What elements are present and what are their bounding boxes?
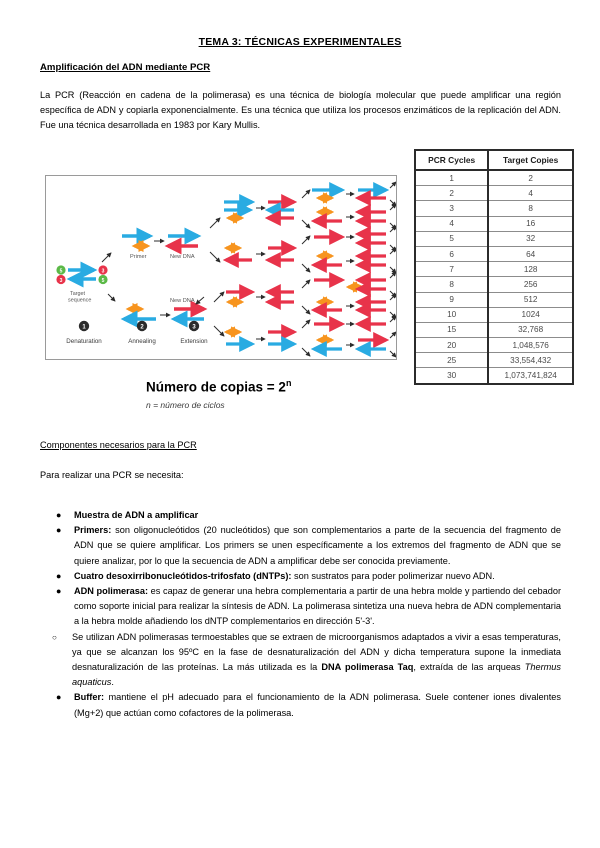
header-pcr-cycles: PCR Cycles xyxy=(415,150,488,170)
table-row xyxy=(415,353,573,368)
cell-target-copies: 512 xyxy=(488,292,573,307)
copies-formula xyxy=(146,378,291,395)
gen3-group xyxy=(312,190,386,349)
svg-text:sequence: sequence xyxy=(68,297,92,304)
table-row xyxy=(415,368,573,384)
pcr-amplification-diagram xyxy=(45,175,397,360)
copies-formula-exponent: n xyxy=(285,378,292,388)
copies-formula-note: n = número de ciclos xyxy=(146,400,225,410)
svg-text:Target: Target xyxy=(70,291,85,297)
cell-pcr-cycles: 10 xyxy=(415,307,488,322)
sub-bullet-text-part3: . xyxy=(111,677,114,688)
bullet-marker-icon: ● xyxy=(56,510,62,520)
table-row xyxy=(415,277,573,292)
bullet-marker-icon: ● xyxy=(56,570,62,581)
bullet-item xyxy=(40,690,561,720)
gen2-group xyxy=(224,202,294,344)
svg-text:2: 2 xyxy=(140,324,144,331)
bullet-item xyxy=(40,569,561,584)
svg-text:3: 3 xyxy=(192,324,196,331)
sub-bullet-species-name: Thermus aquaticus xyxy=(72,662,561,688)
cell-pcr-cycles: 8 xyxy=(415,277,488,292)
sub-bullet-item xyxy=(40,630,561,691)
cell-target-copies: 2 xyxy=(488,170,573,186)
sub-bullet-list xyxy=(40,630,561,691)
cell-pcr-cycles: 7 xyxy=(415,262,488,277)
sub-bullet-text-part2: , extraída de las arqueas xyxy=(413,662,525,673)
table-row xyxy=(415,246,573,261)
copies-formula-text: Número de copias = 2 xyxy=(146,379,286,395)
cell-target-copies: 16 xyxy=(488,216,573,231)
bullet-text: son sustratos para poder polimerizar nuevo ADN. xyxy=(291,570,495,581)
table-row xyxy=(415,170,573,186)
svg-text:Primer: Primer xyxy=(130,254,147,260)
terminal-branch-ticks xyxy=(390,182,396,357)
components-subheading: Componentes necesarios para la PCR xyxy=(40,440,197,450)
cell-pcr-cycles: 2 xyxy=(415,186,488,201)
cell-pcr-cycles: 20 xyxy=(415,338,488,353)
gen1-upper xyxy=(122,236,198,246)
section-heading: Amplificación del ADN mediante PCR xyxy=(40,62,211,73)
cell-pcr-cycles: 5 xyxy=(415,231,488,246)
table-header-row xyxy=(415,150,573,170)
bullet-text: es capaz de generar una hebra complementaria a partir de una hebra molde y partiendo del cebador como soporte inicial para realizar la síntesis de ADN. La polimerasa sintetiza una nueva hebra de ADN complementaria a la hebra molde añadiendo los dNTP complementarios en dirección 5'-3'. xyxy=(74,586,561,627)
cell-target-copies: 32 xyxy=(488,231,573,246)
table-row xyxy=(415,231,573,246)
cell-target-copies: 256 xyxy=(488,277,573,292)
needs-line: Para realizar una PCR se necesita: xyxy=(40,470,184,480)
svg-text:3: 3 xyxy=(101,268,105,275)
bullet-text: mantiene el pH adecuado para el funcionamiento de la ADN polimerasa. Suele contener iones divalentes (Mg+2) que actúan como cofactores de la polimerasa. xyxy=(74,692,561,718)
cell-target-copies: 64 xyxy=(488,246,573,261)
cell-pcr-cycles: 4 xyxy=(415,216,488,231)
cell-pcr-cycles: 3 xyxy=(415,201,488,216)
table-row xyxy=(415,201,573,216)
bullet-term: ADN polimerasa: xyxy=(74,586,149,597)
table-row xyxy=(415,322,573,337)
bullet-term: Primers: xyxy=(74,525,112,536)
bullet-marker-icon: ● xyxy=(56,525,62,536)
svg-text:5: 5 xyxy=(101,278,105,285)
cell-pcr-cycles: 25 xyxy=(415,353,488,368)
bullet-text: son oligonucleótidos (20 nucleótidos) que son complementarios a parte de la secuencia del fragmento de ADN que se quiere amplificar. Los primers se unen específicamente a los extremos del fragmento de ADN que se quiere analizar, por lo que la secuencia de ADN a amplificar debe ser conocida previamente. xyxy=(74,525,561,566)
table-row xyxy=(415,216,573,231)
bullet-marker-icon: ● xyxy=(56,586,62,597)
svg-text:New DNA: New DNA xyxy=(170,298,195,304)
cell-target-copies: 33,554,432 xyxy=(488,353,573,368)
svg-text:Annealing: Annealing xyxy=(128,338,156,345)
bullet-term: Buffer: xyxy=(74,692,105,703)
svg-text:Extension: Extension xyxy=(180,338,208,345)
cell-target-copies: 1024 xyxy=(488,307,573,322)
cell-target-copies: 1,048,576 xyxy=(488,338,573,353)
svg-text:New DNA: New DNA xyxy=(170,254,195,260)
bullet-item xyxy=(40,523,561,569)
sub-bullet-text-part1: Se utilizan ADN polimerasas termoestables que se extraen de microorganismos adaptados a vivir a esas temperaturas, ya que se alcanzan los 95ºC en la fase de desnaturalización del ADN y dicha temperatura supone la inmediata desnaturalización de las proteínas. La más utilizada es la xyxy=(72,631,561,673)
svg-text:5: 5 xyxy=(59,268,63,275)
pcr-steps xyxy=(66,321,208,345)
cell-target-copies: 8 xyxy=(488,201,573,216)
cell-pcr-cycles: 1 xyxy=(415,170,488,186)
sub-bullet-marker-icon: ○ xyxy=(52,632,57,642)
svg-text:Denaturation: Denaturation xyxy=(66,338,102,345)
table-row xyxy=(415,338,573,353)
table-row xyxy=(415,186,573,201)
table-row xyxy=(415,262,573,277)
intro-paragraph: La PCR (Reacción en cadena de la polimerasa) es una técnica de biología molecular que puede amplificar una región específica de ADN y copiarla exponencialmente. Es una técnica que utiliza los procesos enzimáticos de la replicación del ADN. Fue una técnica desarrollada en 1983 por Kary Mullis. xyxy=(40,90,561,131)
cell-pcr-cycles: 15 xyxy=(415,322,488,337)
cell-pcr-cycles: 9 xyxy=(415,292,488,307)
bullet-item xyxy=(40,584,561,630)
svg-text:1: 1 xyxy=(82,324,86,331)
target-sequence-duplex xyxy=(56,265,107,284)
bullet-marker-icon: ● xyxy=(56,692,62,703)
cell-target-copies: 4 xyxy=(488,186,573,201)
cell-target-copies: 1,073,741,824 xyxy=(488,368,573,384)
cell-pcr-cycles: 30 xyxy=(415,368,488,384)
bullet-item xyxy=(40,508,561,523)
cell-target-copies: 32,768 xyxy=(488,322,573,337)
gen1-lower xyxy=(124,309,204,319)
cell-target-copies: 128 xyxy=(488,262,573,277)
table-row xyxy=(415,307,573,322)
components-bullet-list xyxy=(40,508,561,721)
cell-pcr-cycles: 6 xyxy=(415,246,488,261)
sub-bullet-bold-term: DNA polimerasa Taq xyxy=(321,662,414,673)
page-title: TEMA 3: TÉCNICAS EXPERIMENTALES xyxy=(198,36,402,48)
pcr-cycles-table xyxy=(414,149,574,385)
header-target-copies: Target Copies xyxy=(488,150,573,170)
table-row xyxy=(415,292,573,307)
svg-text:3: 3 xyxy=(59,278,63,285)
bullet-term: Muestra de ADN a amplificar xyxy=(74,510,199,520)
bullet-term: Cuatro desoxirribonucleótidos-trifosfato (dNTPs): xyxy=(74,570,292,581)
